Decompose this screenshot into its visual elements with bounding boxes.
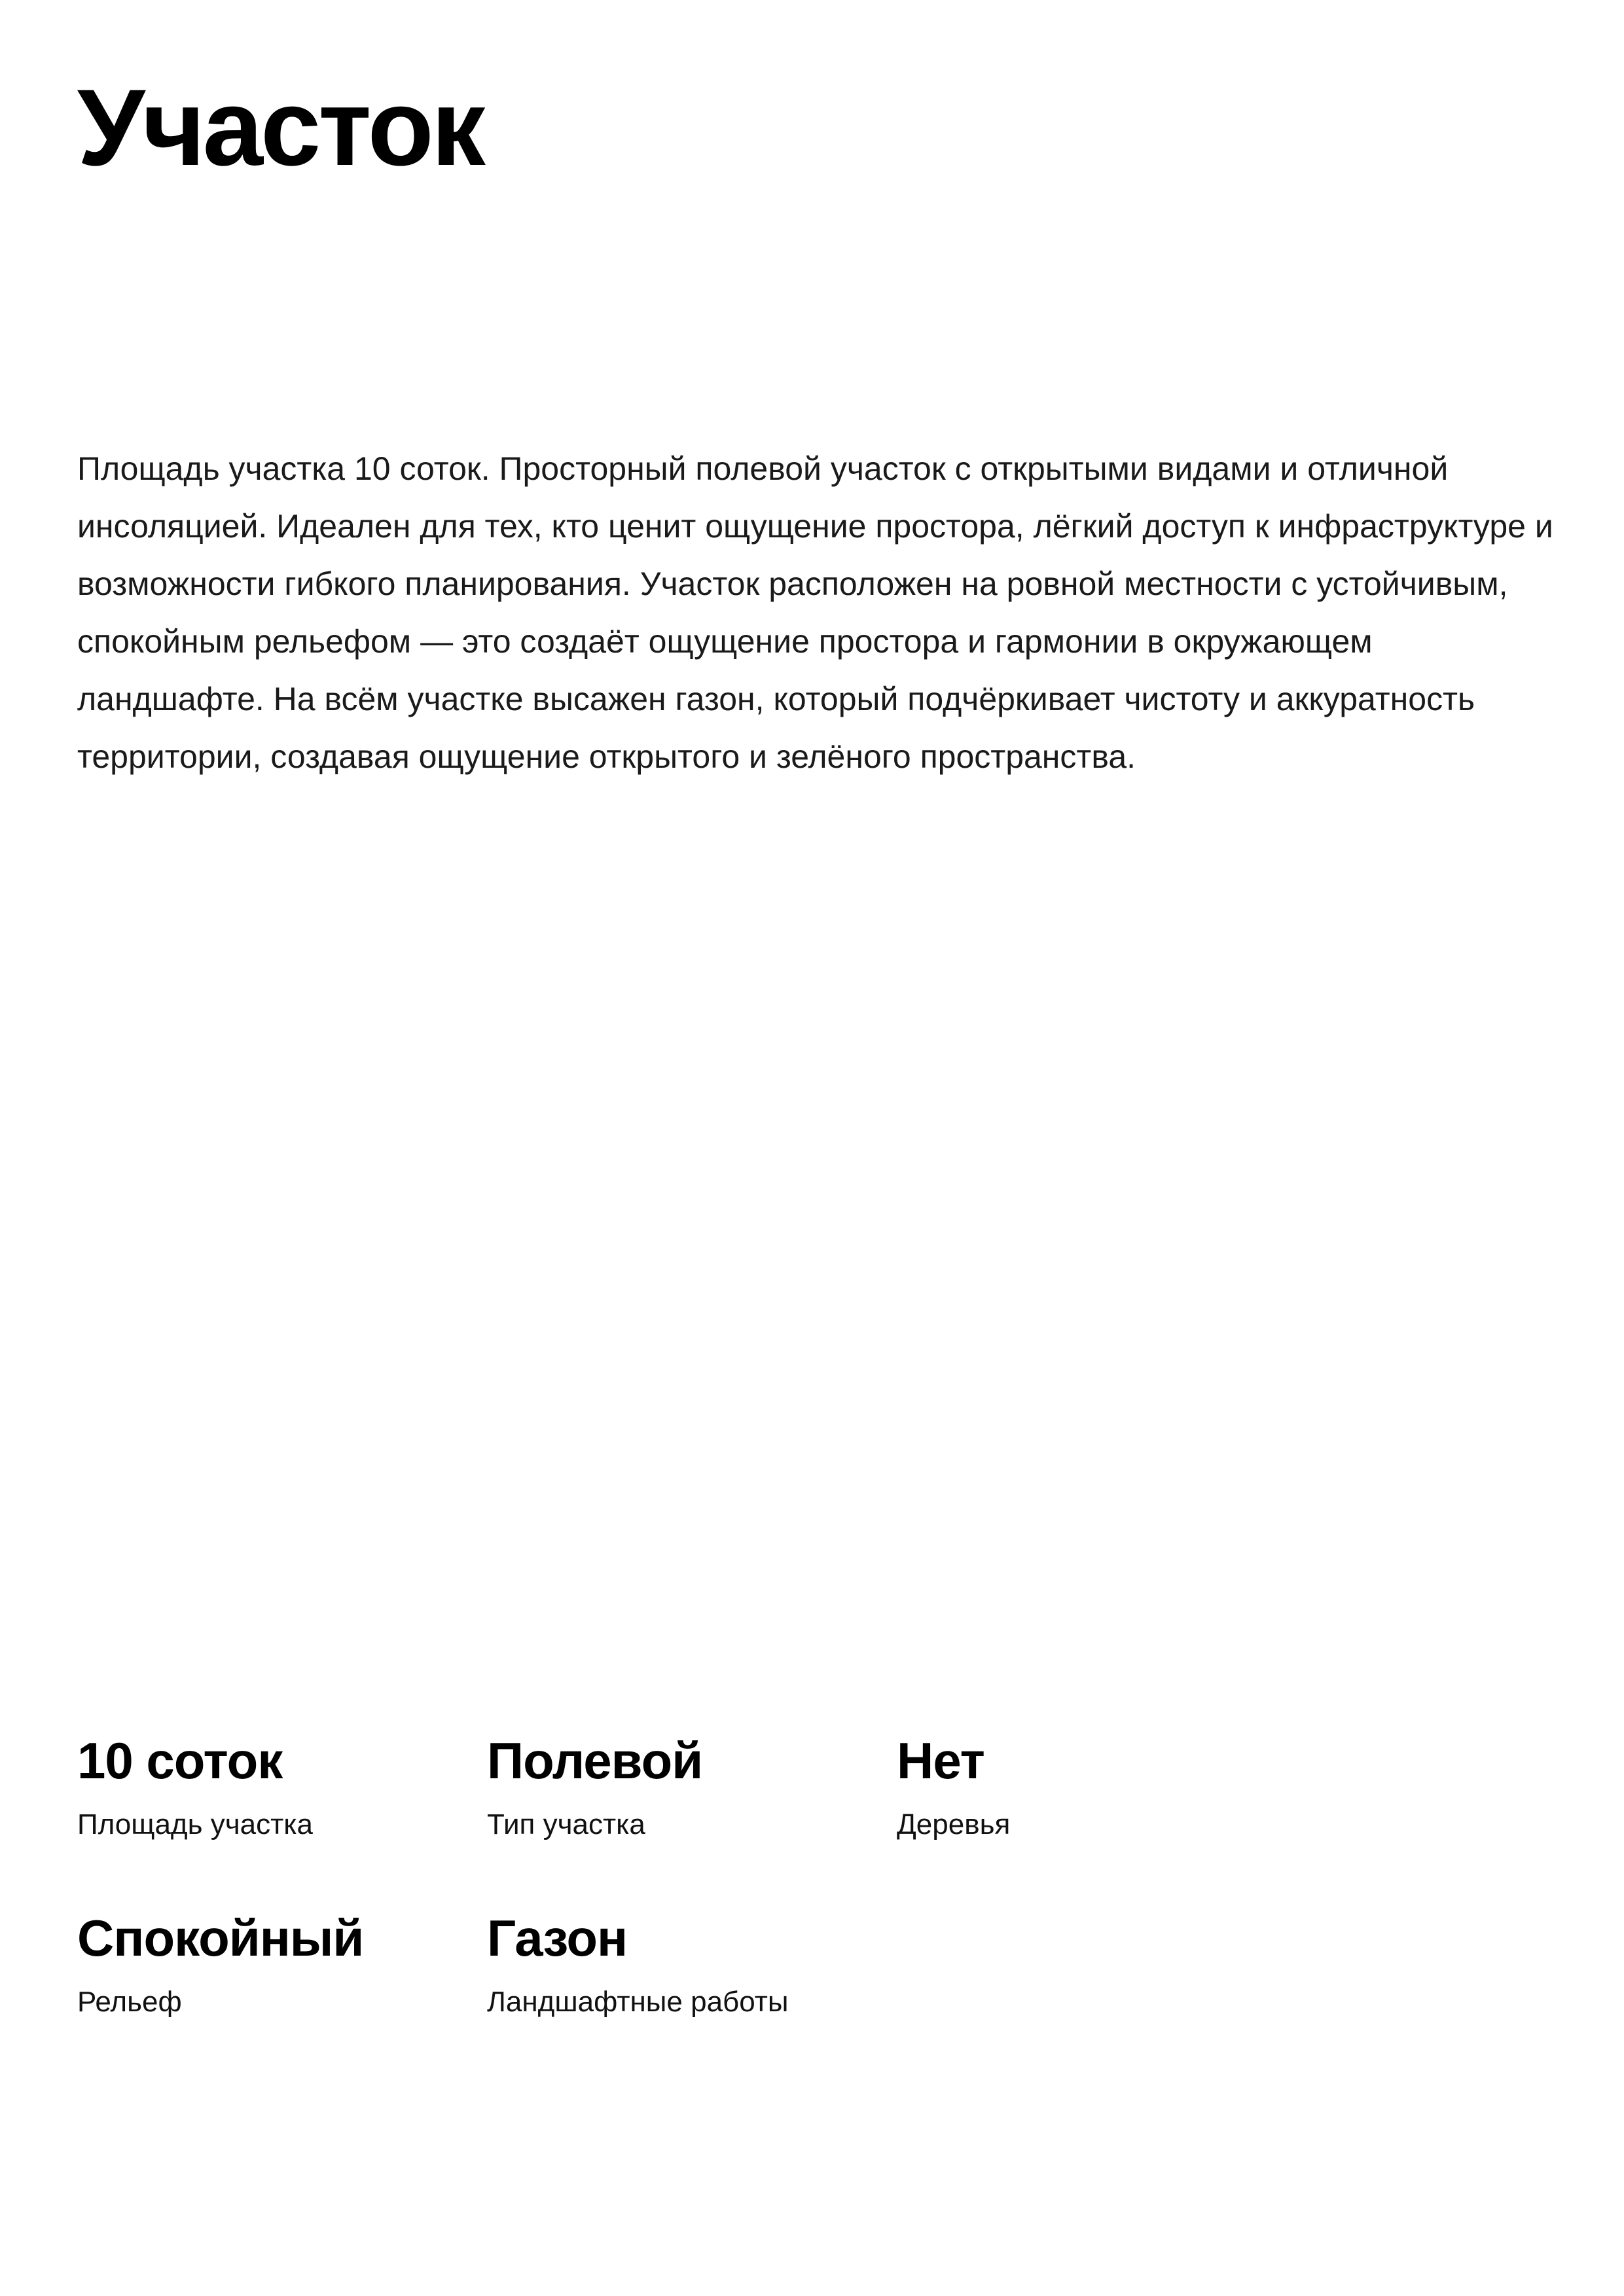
plot-facts [77,1728,1321,2020]
fact-relief [77,1905,487,2020]
fact-trees [897,1728,1307,1843]
fact-landscaping [487,1905,897,2020]
fact-label: Тип участка [487,1808,645,1840]
fact-value: Полевой [487,1732,703,1789]
fact-area [77,1728,487,1843]
fact-value: 10 соток [77,1732,283,1789]
fact-value: Нет [897,1732,984,1789]
fact-label: Рельеф [77,1986,182,2018]
page-title: Участок [77,67,483,188]
fact-value: Газон [487,1909,628,1967]
fact-label: Площадь участка [77,1808,313,1840]
fact-label: Деревья [897,1808,1011,1840]
plot-description: Площадь участка 10 соток. Просторный полевой участок с открытыми видами и отличной инсоляцией. Идеален для тех, кто ценит ощущение простора, лёгкий доступ к инфраструктуре и возможности гибкого планирования. Участок расположен на ровной местности с устойчивым, спокойным рельефом — это создаёт ощущение простора и гармонии в окружающем ландшафте. На всём участке высажен газон, который подчёркивает чистоту и аккуратность территории, создавая ощущение открытого и зелёного пространства. [77,450,1553,775]
fact-value: Спокойный [77,1909,364,1967]
fact-label: Ландшафтные работы [487,1986,789,2018]
fact-plot-type [487,1728,897,1843]
